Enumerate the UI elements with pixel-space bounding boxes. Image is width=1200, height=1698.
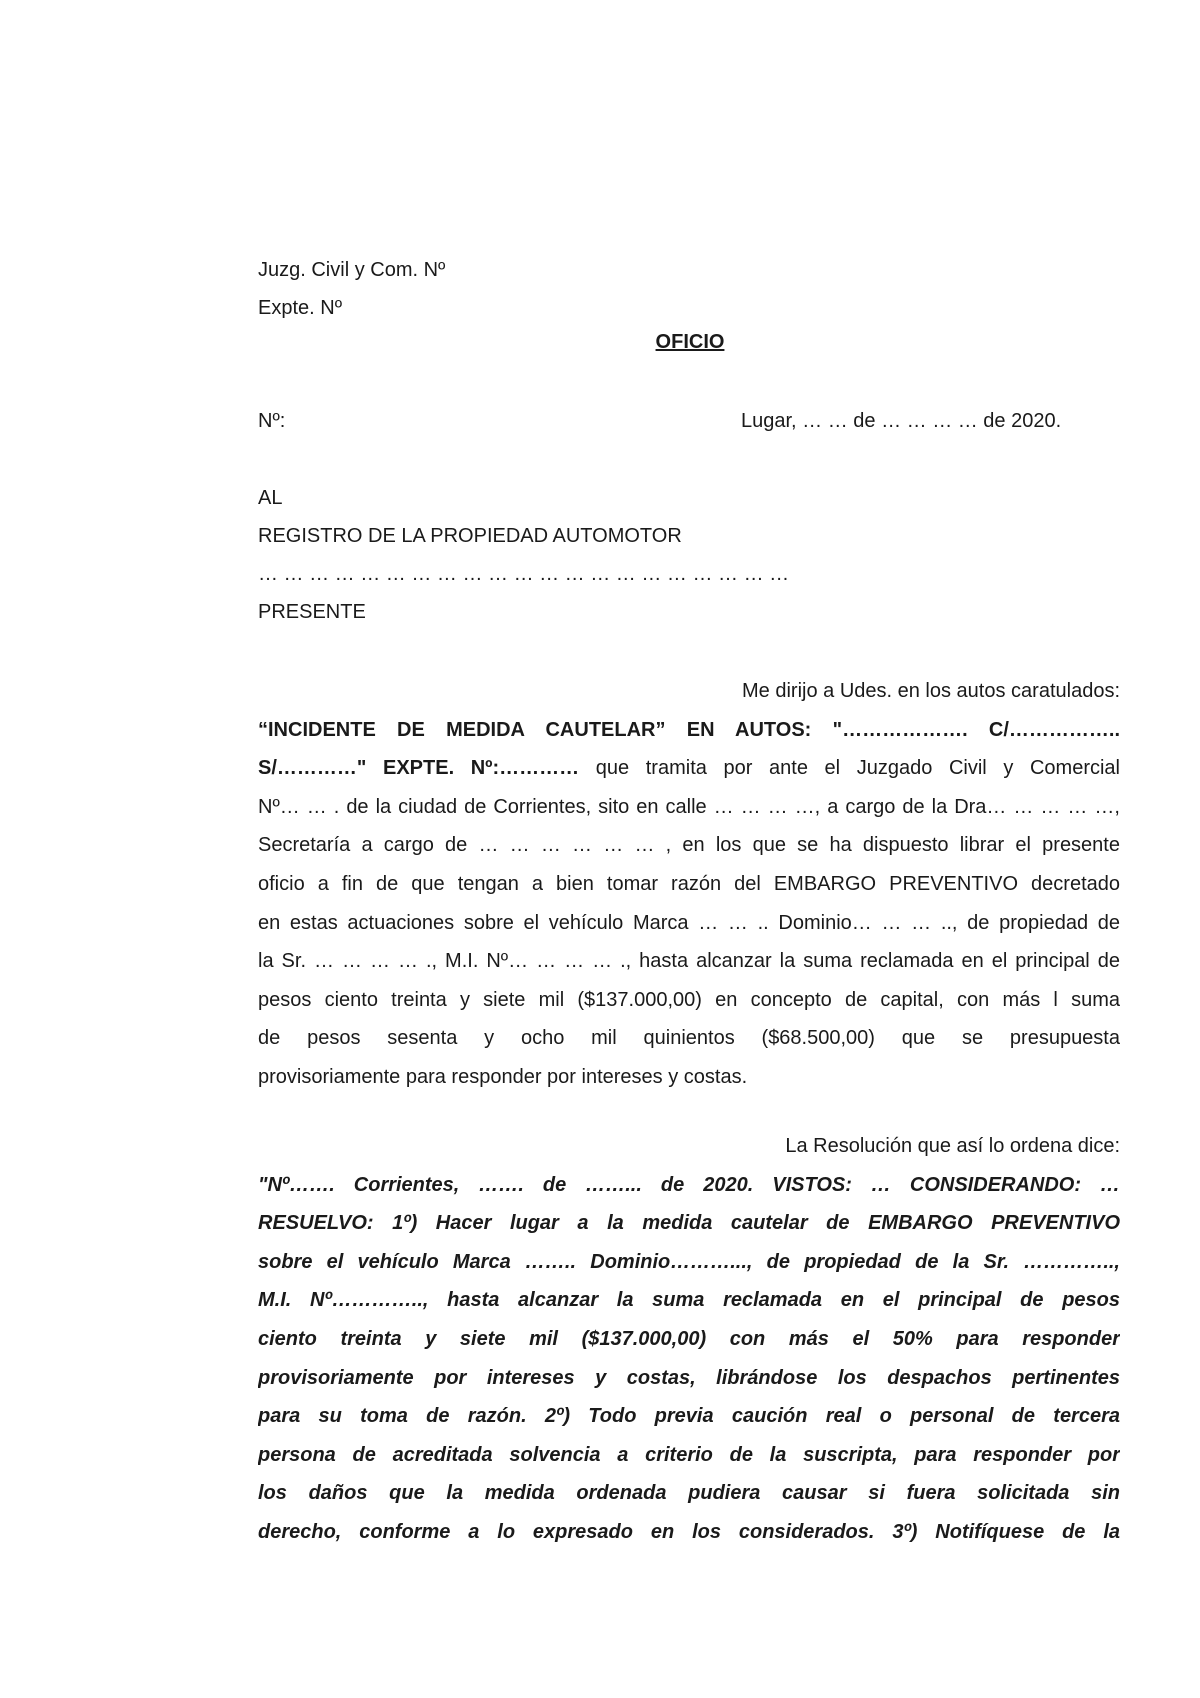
- body-line-last: provisoriamente para responder por intereses y costas.: [258, 1065, 748, 1088]
- resolution-paragraph: [258, 1127, 1120, 1552]
- office-number-label: Nº:: [258, 410, 286, 432]
- body-line: [258, 749, 1120, 788]
- body-intro: Me dirijo a Udes. en los autos caratulados:: [742, 680, 1120, 702]
- resolution-line: M.I. Nº………….., hasta alcanzar la suma reclamada en el principal de pesos: [258, 1289, 1120, 1312]
- resolution-line: RESUELVO: 1º) Hacer lugar a la medida cautelar de EMBARGO PREVENTIVO: [258, 1212, 1120, 1235]
- resolution-line: derecho, conforme a lo expresado en los considerados. 3º) Notifíquese de la: [258, 1520, 1120, 1543]
- recipient-dots: … … … … … … … … … … … … … … … … … … … … …: [258, 563, 790, 585]
- resolution-line: los daños que la medida ordenada pudiera causar si fuera solicitada sin: [258, 1482, 1120, 1505]
- resolution-intro: La Resolución que así lo ordena dice:: [785, 1135, 1120, 1157]
- document-title: OFICIO: [655, 331, 725, 353]
- recipient-registry: REGISTRO DE LA PROPIEDAD AUTOMOTOR: [258, 525, 682, 547]
- resolution-line: ciento treinta y siete mil ($137.000,00) con más el 50% para responder: [258, 1327, 1120, 1350]
- recipient-presente: PRESENTE: [258, 601, 366, 623]
- resolution-line: "Nº……. Corrientes, ……. de ……... de 2020. VISTOS: … CONSIDERANDO: …: [258, 1173, 1120, 1196]
- resolution-line: provisoriamente por intereses y costas, librándose los despachos pertinentes: [258, 1366, 1120, 1389]
- body-paragraph: [258, 672, 1120, 1097]
- body-line: pesos ciento treinta y siete mil ($137.000,00) en concepto de capital, con más l suma: [258, 988, 1120, 1011]
- case-title-line: “INCIDENTE DE MEDIDA CAUTELAR” EN AUTOS: "………………. C/……………..: [258, 718, 1120, 741]
- body-line: Nº… … . de la ciudad de Corrientes, sito en calle … … … …, a cargo de la Dra… … … … …,: [258, 795, 1120, 818]
- body-line: de pesos sesenta y ocho mil quinientos ($68.500,00) que se presupuesta: [258, 1027, 1120, 1050]
- body-line-text: que tramita por ante el Juzgado Civil y Comercial: [579, 757, 1120, 780]
- court-header: Juzg. Civil y Com. Nº: [258, 259, 446, 281]
- case-file-bold: S/…………" EXPTE. Nº:…………: [258, 757, 580, 780]
- body-line: la Sr. … … … … ., M.I. Nº… … … … ., hasta alcanzar la suma reclamada en el principal de: [258, 950, 1120, 973]
- resolution-line: sobre el vehículo Marca …….. Dominio………..., de propiedad de la Sr. …………..,: [258, 1250, 1120, 1273]
- case-file-header: Expte. Nº: [258, 297, 343, 319]
- resolution-line: persona de acreditada solvencia a criterio de la suscripta, para responder por: [258, 1443, 1120, 1466]
- recipient-al: AL: [258, 487, 283, 509]
- body-line: oficio a fin de que tengan a bien tomar razón del EMBARGO PREVENTIVO decretado: [258, 872, 1120, 895]
- resolution-line: para su toma de razón. 2º) Todo previa caución real o personal de tercera: [258, 1405, 1120, 1428]
- place-date-line: Lugar, … … de … … … … de 2020.: [741, 410, 1062, 432]
- body-line: en estas actuaciones sobre el vehículo Marca … … .. Dominio… … … .., de propiedad de: [258, 911, 1120, 934]
- body-line: Secretaría a cargo de … … … … … … , en los que se ha dispuesto librar el presente: [258, 834, 1120, 857]
